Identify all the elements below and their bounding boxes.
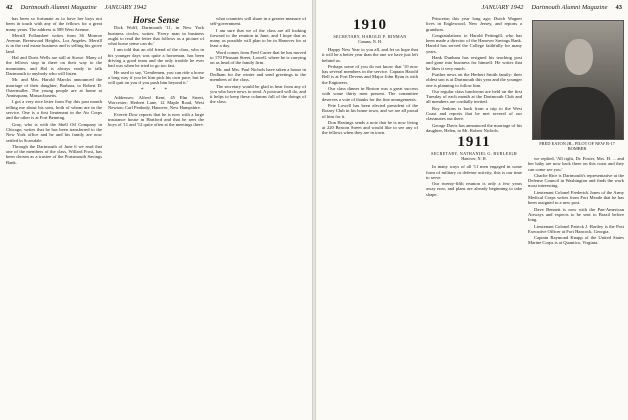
left-page: [0, 0, 312, 420]
paragraph: what countries will share in a greater measure of self-government.: [210, 16, 306, 27]
paragraph: Our regular class luncheons are held on the first Tuesday of each month at the Dartmouth Club and all members are cordially invited.: [426, 88, 522, 105]
paragraph: Our twenty-fifth reunion is only a few years away now, and plans are already beginning to take shape.: [426, 181, 522, 197]
left-issue-month: JANUARY 1942: [104, 4, 147, 11]
paragraph: Further news on the Herbert Smith family: their oldest son is at Dartmouth this year and the younger one is planning to follow him.: [426, 71, 522, 88]
right-page: [316, 0, 628, 420]
paragraph: I am sure that we of the class are all looking forward to the reunion in June, and I hope that as many as possible will plan to be in Hanover for at least a day.: [210, 27, 306, 49]
paragraph: Everett Dow reports that he is now with a large insurance house in Hartford and that he sees the boys of '11 and '12 quite often at the meetings there.: [108, 111, 204, 128]
right-issue-month: JANUARY 1942: [481, 4, 524, 11]
photo-figure-shoulders: [541, 87, 615, 139]
column-1: [6, 16, 102, 418]
paragraph: Dick Wolff, Dartmouth '11, in New York business circles, writes: 'Every man in business ought to read the letter that follows as a picture of what horse sense can do.': [108, 25, 204, 47]
class-1910-address: Canaan, N. H.: [358, 39, 382, 44]
left-running-head: [6, 4, 306, 14]
class-1911-secretary: SECRETARY, NATHANIEL G. BURLEIGH: [431, 151, 517, 157]
paragraph: Pete Lowell has been elected president of the Rotary Club in his home town, and we are all proud of him for it.: [322, 102, 418, 119]
paragraph: we replied, 'All right, Dr. Foster, Mrs. H. ... and her baby are now back there on this coast and they can come see you.': [528, 156, 624, 172]
paragraph: Perhaps some of you do not know that '10 now has several members in the service. Captain Harold Bell is at Fort Devens and Major John Ryan is with the Engineers.: [322, 63, 418, 85]
right-page-number: 43: [615, 4, 622, 11]
class-1911-address: Hanover, N. H.: [461, 156, 487, 162]
paragraph: Roy Jenkins is back from a trip to the West Coast and reports that he met several of our classmates out there.: [426, 105, 522, 122]
class-1910-secretary: SECRETARY, HAROLD P. HINMAN: [333, 34, 407, 39]
left-page-number: 42: [6, 4, 13, 11]
column-6: [528, 156, 624, 418]
paragraph: Charlie Rice is Dartmouth's representative at the Defense Council in Washington and finds the work most interesting.: [528, 172, 624, 189]
paragraph: Word comes from Fred Carter that he has moved to 170 Pleasant Street, Lowell, where he is carrying on as head of the family firm.: [210, 49, 306, 66]
right-magazine-title: Dartmouth Alumni Magazine: [531, 4, 608, 11]
paragraph: Mr. and Mrs. Paul Nichols have taken a house in Dedham for the winter and send greetings to the members of the class.: [210, 66, 306, 83]
paragraph: I got a very nice letter from Fay this past month telling me about his sons, both of whom are in the service. One is a first lieutenant in the Air Corps and the other is at Fort Benning.: [6, 99, 102, 121]
paragraph: Through the Dartmouth of June 6 we read that one of the members of the class, Willard Frost, has been chosen as a trustee of the Portsmouth Savings Bank.: [6, 143, 102, 165]
section-divider: * * *: [141, 87, 171, 93]
paragraph: Gray, who is with the Shell Oil Company in Chicago, writes that he has been transferred to the New York office and he and his family are now settled in Scarsdale.: [6, 121, 102, 143]
horse-sense-heading: Horse Sense: [132, 16, 180, 25]
column-3: [210, 16, 306, 418]
paragraph: Happy New Year to you all, and let us hope that it will be a better year than the one we have just left behind us.: [322, 47, 418, 63]
column-4: [322, 16, 418, 418]
paragraph: Dave Bennett is now with the Pan-American Airways and expects to be sent to Brazil before long.: [528, 206, 624, 223]
paragraph: I am told that an old friend of the class, who in his younger days was quite a horseman, has been driving a good team and the only trouble he ever had was when he tried to go too fast.: [108, 47, 204, 69]
paragraph: Our class dinner in Boston was a great success with some thirty men present. The committee deserves a vote of thanks for the fine arrangements.: [322, 86, 418, 102]
paragraph: Congratulations to Harold Pettingill, who has been made a director of the Hanover Savings Bank. Harold has served the College faithfully for many years.: [426, 32, 522, 54]
paragraph: Hal and Doris Wells are still at Stowe. Many of the fellows stop in there on their way to the mountains, and Hal is always ready to talk Dartmouth to anybody who will listen.: [6, 55, 102, 76]
paragraph: Mr. and Mrs. Harold Marcks announced the marriage of their daughter, Barbara, to Robert D. Ostermuller. The young people are at home at Annisquam, Massachusetts.: [6, 77, 102, 99]
photo-figure-face: [565, 39, 593, 75]
column-5: [426, 16, 522, 418]
paragraph: Don Hastings sends a note that he is now living at 220 Beacon Street and would like to see any of the fellows when they are in town.: [322, 119, 418, 136]
paragraph: Merrill Follansbee writes from 36 Monroe Avenue, Brentwood Heights, Los Angeles. Merrill is in the real estate business and is selling his grove land.: [6, 32, 102, 54]
paragraph: Captain Raymond Knapp of the United States Marine Corps is at Quantico, Virginia.: [528, 235, 624, 246]
paragraph: He used to say, 'Gentlemen, you can ride a horse a long way if you let him pick his own pace, but he will quit on you if you push him beyond it.': [108, 69, 204, 86]
paragraph: Hank Dunham has resigned his teaching post and gone into business for himself. He writes that he likes it very much.: [426, 55, 522, 71]
paragraph: has been so fortunate as to have her boys not been in touch with any of the fellows for a great many years. The address is 589 West Avenue.: [6, 16, 102, 32]
paragraph: Lieutenant Colonel Patrick J. Hartley is the Post Executive Officer at Fort Hancock, Georgia.: [528, 223, 624, 234]
paragraph: Lieutenant Colonel Frederick Jones of the Army Medical Corps writes from Fort Meade that he has been assigned to a new post.: [528, 189, 624, 206]
paragraph: In many ways of all '11 men engaged in some form of military or defense activity, this is our time to serve.: [426, 164, 522, 180]
portrait-photo: [532, 20, 624, 140]
photo-caption: FRED EATON JR., PILOT OF NEW B-17 BOMBER: [539, 141, 615, 152]
paragraph: The secretary would be glad to hear from any of you who have news to send. A postcard will do, and it helps to keep these columns full of the doings of the class.: [210, 83, 306, 105]
paragraph: George Davis has announced the marriage of his daughter, Helen, to Mr. Robert Nichols.: [426, 122, 522, 133]
left-magazine-title: Dartmouth Alumni Magazine: [20, 4, 97, 11]
right-running-head: [322, 4, 622, 14]
class-1910-heading: 1910: [353, 17, 387, 33]
paragraph: Addresses: Alfred Kent, 45 Elm Street, Worcester; Herbert Lane, 12 Maple Road, West Newton; Carl Peabody, Hanover, New Hampshire.: [108, 94, 204, 111]
class-1911-heading: 1911: [457, 134, 491, 151]
column-2: [108, 16, 204, 418]
paragraph: Princeton this year long ago; Dutch Wagner lives in Englewood, New Jersey, and reports a grandson.: [426, 16, 522, 32]
